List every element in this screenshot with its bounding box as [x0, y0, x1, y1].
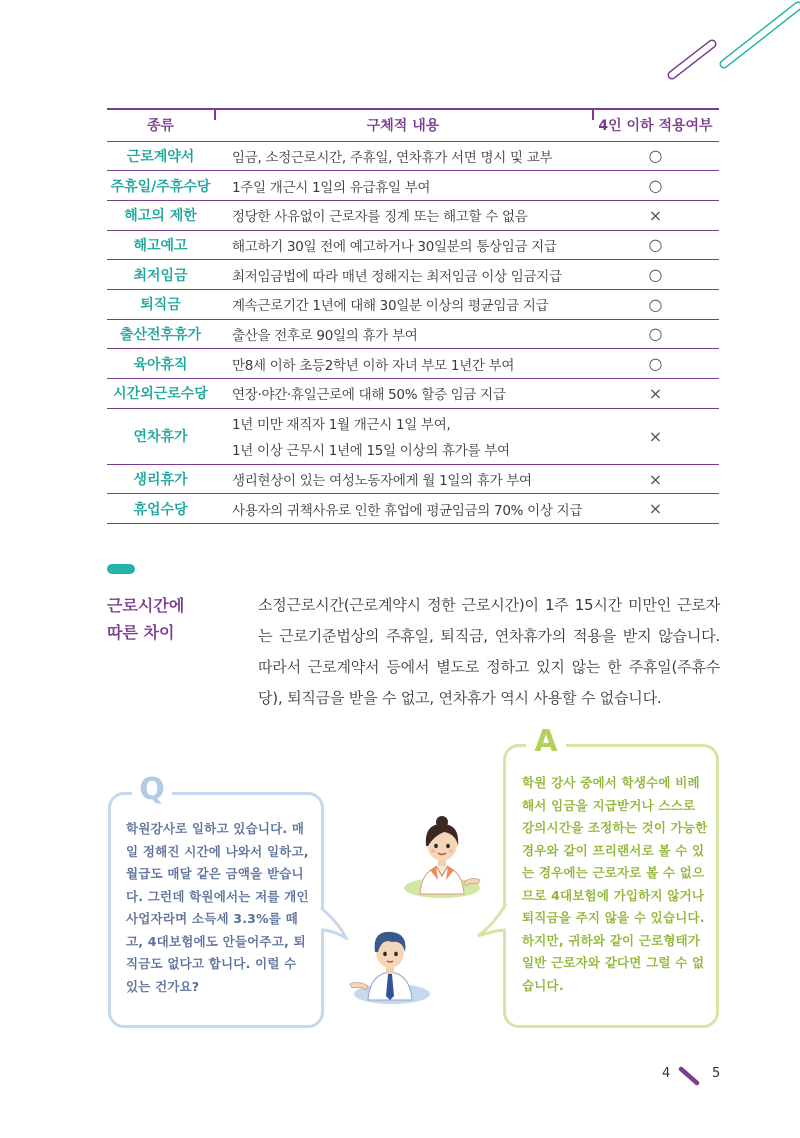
- table-row: [107, 349, 719, 379]
- row-mark: ×: [592, 200, 719, 230]
- teacher-man-illustration: [344, 922, 430, 1006]
- counselor-woman-illustration: [400, 810, 490, 902]
- row-kind: 연차휴가: [107, 408, 214, 464]
- page-divider-slash: [678, 1066, 700, 1086]
- table-row: [107, 260, 719, 290]
- page-number-right: 5: [712, 1066, 721, 1081]
- section-title-line2: 따른 차이: [107, 623, 175, 642]
- row-desc: 최저임금법에 따라 매년 정해지는 최저임금 이상 임금지급: [214, 260, 592, 290]
- table-row: [107, 200, 719, 230]
- q-letter: Q: [132, 772, 172, 808]
- row-kind: 최저임금: [107, 260, 214, 290]
- row-mark: ○: [592, 260, 719, 290]
- row-mark: ○: [592, 289, 719, 319]
- decorative-stripes: [660, 0, 800, 90]
- table-row: [107, 408, 719, 464]
- row-desc: 사용자의 귀책사유로 인한 휴업에 평균임금의 70% 이상 지급: [214, 494, 592, 524]
- row-desc-line2: 1년 이상 근무시 1년에 15일 이상의 휴가를 부여: [232, 443, 510, 460]
- row-mark: ○: [592, 141, 719, 171]
- row-kind: 육아휴직: [107, 349, 214, 379]
- row-desc: 만8세 이하 초등2학년 이하 자녀 부모 1년간 부여: [214, 349, 592, 379]
- row-kind: 해고의 제한: [107, 200, 214, 230]
- row-desc: 해고하기 30일 전에 예고하거나 30일분의 통상임금 지급: [214, 230, 592, 260]
- row-mark: ×: [592, 464, 719, 494]
- row-mark: ○: [592, 230, 719, 260]
- section-title-line1: 근로시간에: [107, 596, 185, 615]
- table-row: [107, 141, 719, 171]
- row-desc: 정당한 사유없이 근로자를 징계 또는 해고할 수 없음: [214, 200, 592, 230]
- question-text: 학원강사로 일하고 있습니다. 매일 정해진 시간에 나와서 일하고, 월급도 매달 같은 금액을 받습니다. 그런데 학원에서는 저를 개인사업자라며 소득세 3.3%를 떼고, 4대보험에도 안들어주고, 퇴직금도 없다고 합니다. 이럴 수 있는 건가요?: [126, 821, 309, 994]
- labor-law-table: [107, 108, 719, 524]
- answer-text: 학원 강사 중에서 학생수에 비례해서 임금을 지급받거나 스스로 강의시간을 조정하는 것이 가능한 경우와 같이 프리랜서로 볼 수 있는 경우에는 근로자로 볼 수 없으므로 4대보험에 가입하지 않거나 퇴직금을 주지 않을 수 있습니다. 하지만, 귀하와 같이 근로형태가 일반 근로자와 같다면 그럴 수 없습니다.: [522, 775, 708, 993]
- table-row: [107, 379, 719, 409]
- row-kind: 휴업수당: [107, 494, 214, 524]
- header-content: 구체적 내용: [214, 109, 592, 141]
- row-mark: ×: [592, 494, 719, 524]
- table-row: [107, 464, 719, 494]
- row-mark: ×: [592, 379, 719, 409]
- row-kind: 주휴일/주휴수당: [107, 171, 214, 201]
- header-applicability: 4인 이하 적용여부: [592, 109, 719, 141]
- table-header-row: [107, 109, 719, 141]
- row-mark: ○: [592, 319, 719, 349]
- section-body: 소정근로시간(근로계약시 정한 근로시간)이 1주 15시간 미만인 근로자는 근로기준법상의 주휴일, 퇴직금, 연차휴가의 적용을 받지 않습니다. 따라서 근로계약서 등에서 별도로 정하고 있지 않는 한 주휴일(주휴수당), 퇴직금을 받을 수 없고, 연차휴가 역시 사용할 수 없습니다.: [258, 596, 720, 707]
- table-row: [107, 319, 719, 349]
- answer-bubble-tail: [474, 900, 508, 940]
- row-kind: 근로계약서: [107, 141, 214, 171]
- row-mark: ○: [592, 349, 719, 379]
- row-desc-line1: 1년 미만 재직자 1월 개근시 1일 부여,: [232, 417, 451, 434]
- row-desc: 임금, 소정근로시간, 주휴일, 연차휴가 서면 명시 및 교부: [214, 141, 592, 171]
- row-desc: [214, 408, 592, 464]
- row-desc: 생리현상이 있는 여성노동자에게 월 1일의 휴가 부여: [214, 464, 592, 494]
- table-row: [107, 289, 719, 319]
- row-kind: 출산전후휴가: [107, 319, 214, 349]
- row-desc: 연장·야간·휴일근로에 대해 50% 할증 임금 지급: [214, 379, 592, 409]
- row-mark: ×: [592, 408, 719, 464]
- row-desc: 계속근로기간 1년에 대해 30일분 이상의 평균임금 지급: [214, 289, 592, 319]
- page-number-left: 4: [662, 1066, 671, 1081]
- table-row: [107, 230, 719, 260]
- header-kind: 종류: [107, 109, 214, 141]
- row-kind: 시간외근로수당: [107, 379, 214, 409]
- a-letter: A: [526, 724, 566, 760]
- row-desc: 1주일 개근시 1일의 유급휴일 부여: [214, 171, 592, 201]
- row-kind: 해고예고: [107, 230, 214, 260]
- section-marker: [107, 564, 135, 574]
- row-mark: ○: [592, 171, 719, 201]
- row-desc: 출산을 전후로 90일의 휴가 부여: [214, 319, 592, 349]
- table-row: [107, 171, 719, 201]
- row-kind: 퇴직금: [107, 289, 214, 319]
- row-kind: 생리휴가: [107, 464, 214, 494]
- table-row: [107, 494, 719, 524]
- section-title: [107, 592, 227, 646]
